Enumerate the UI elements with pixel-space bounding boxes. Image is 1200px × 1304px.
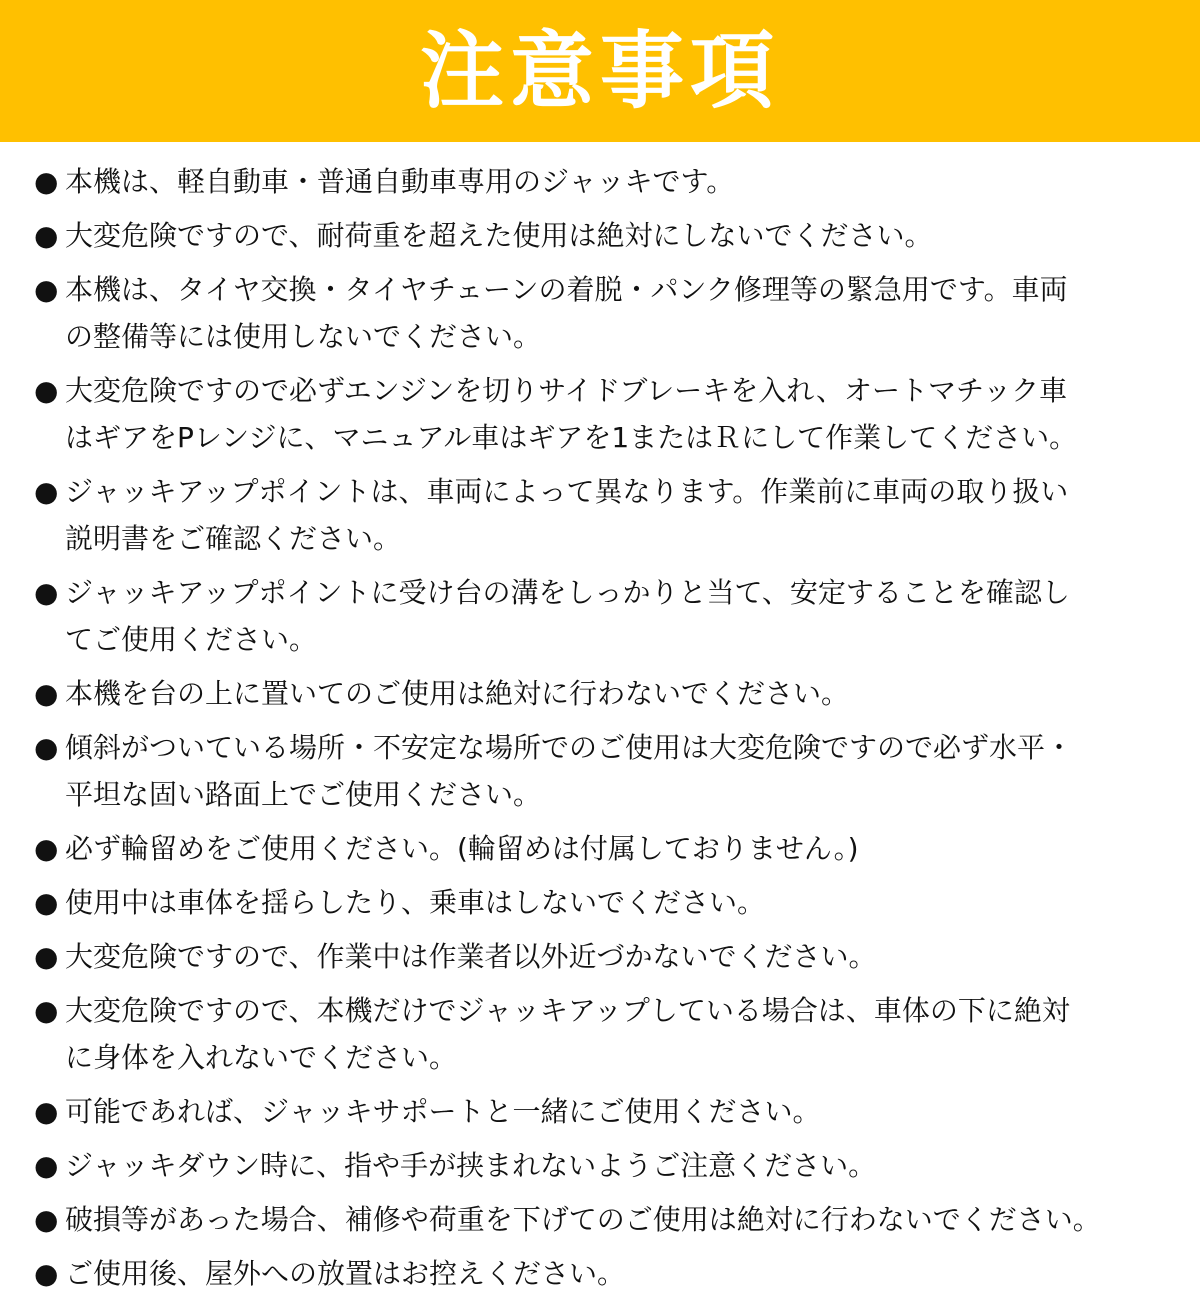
bullet-icon: ● [34,1257,59,1290]
bullet-icon: ● [34,994,59,1027]
caution-text: 可能であれば、ジャッキサポートと一緒にご使用ください。 [65,1095,821,1128]
caution-text: ジャッキアップポイントは、車両によって異なります。作業前に車両の取り扱い 説明書をご確認ください。 [65,475,1069,555]
caution-text: 本機は、タイヤ交換・タイヤチェーンの着脱・パンク修理等の緊急用です。車両 の整備等には使用しないでください。 [65,273,1068,353]
caution-item [34,933,1184,980]
caution-text: 使用中は車体を揺らしたり、乗車はしないでください。 [65,886,766,919]
bullet-icon: ● [34,940,59,973]
caution-text: 破損等があった場合、補修や荷重を下げてのご使用は絶対に行わないでください。 [65,1203,1101,1236]
bullet-icon: ● [34,1203,59,1236]
caution-text: 大変危険ですので、本機だけでジャッキアップしている場合は、車体の下に絶対 に身体を入れないでください。 [65,994,1070,1074]
caution-item [34,1250,1184,1297]
caution-item [34,825,1184,872]
caution-item [34,879,1184,926]
caution-text: 大変危険ですので、耐荷重を超えた使用は絶対にしないでください。 [65,219,933,252]
caution-item [34,724,1184,818]
caution-item [34,1088,1184,1135]
caution-item [34,266,1184,360]
bullet-icon: ● [34,886,59,919]
caution-text: ご使用後、屋外への放置はお控えください。 [65,1257,626,1290]
caution-item [34,158,1184,205]
caution-text: 大変危険ですので、作業中は作業者以外近づかないでください。 [65,940,877,973]
caution-text: 傾斜がついている場所・不安定な場所でのご使用は大変危険ですので必ず水平・ 平坦な固い路面上でご使用ください。 [65,731,1074,811]
caution-text: 大変危険ですので必ずエンジンを切りサイドブレーキを入れ、オートマチック車 はギアをPレンジに、マニュアル車はギアを1またはＲにして作業してください。 [65,374,1078,454]
bullet-icon: ● [34,1149,59,1182]
caution-list [34,158,1184,1304]
caution-text: 必ず輪留めをご使用ください。(輪留めは付属しておりません。) [65,832,859,865]
bullet-icon: ● [34,832,59,865]
header-banner [0,0,1200,142]
caution-item [34,367,1184,461]
bullet-icon: ● [34,475,59,508]
caution-text: 本機は、軽自動車・普通自動車専用のジャッキです。 [65,165,735,198]
bullet-icon: ● [34,219,59,252]
bullet-icon: ● [34,576,59,609]
caution-text: ジャッキダウン時に、指や手が挟まれないようご注意ください。 [65,1149,877,1182]
caution-item [34,212,1184,259]
caution-text: ジャッキアップポイントに受け台の溝をしっかりと当て、安定することを確認し てご使用ください。 [65,576,1070,656]
caution-item [34,569,1184,663]
bullet-icon: ● [34,273,59,306]
bullet-icon: ● [34,731,59,764]
bullet-icon: ● [34,165,59,198]
page-title: 注意事項 [419,22,780,120]
bullet-icon: ● [34,374,59,407]
caution-item [34,1142,1184,1189]
caution-item [34,670,1184,717]
caution-item [34,987,1184,1081]
bullet-icon: ● [34,677,59,710]
caution-item [34,468,1184,562]
caution-text: 本機を台の上に置いてのご使用は絶対に行わないでください。 [65,677,850,710]
bullet-icon: ● [34,1095,59,1128]
caution-item [34,1196,1184,1243]
